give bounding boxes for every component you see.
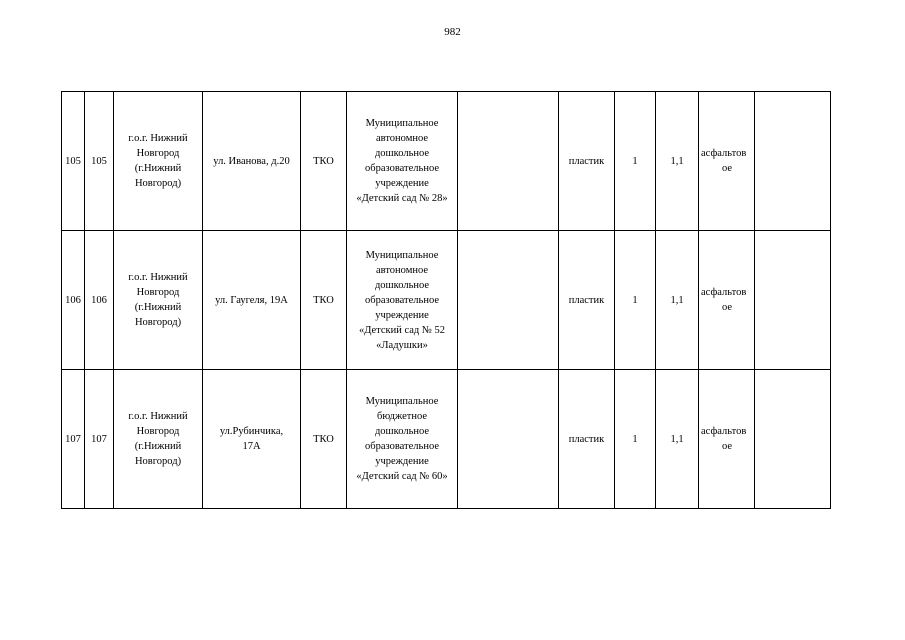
table-row [62,92,831,231]
page-number: 982 [444,26,461,38]
municipality-line: Новгород) [134,456,182,467]
table-row [62,231,831,370]
container-count-cell: 1 [615,370,656,509]
municipality-line: Новгород [136,426,180,437]
municipality-line: г.о.г. Нижний [128,133,188,144]
owner-line: «Детский сад № 52 [358,324,446,336]
waste-type-cell: ТКО [301,231,347,370]
container-volume-cell: 1,1 [656,370,699,509]
row-number-cell: 105 [62,92,85,231]
owner-line: бюджетное [376,411,428,422]
owner-line: «Ладушки» [376,339,428,351]
surface-cell [699,92,755,231]
owner-line: «Детский сад № 28» [356,193,448,204]
owner-cell [347,370,458,509]
address-cell [203,231,301,370]
municipality-cell [114,92,203,231]
table-row [62,370,831,509]
address-line: 17А [242,441,261,452]
owner-line: образовательное [365,163,439,174]
surface-line: ое [721,441,733,452]
municipality-line: (г.Нижний [134,441,182,452]
surface-line: асфальтов [701,287,747,298]
address-line: ул. Иванова, д.20 [213,155,290,167]
owner-line: учреждение [375,178,429,189]
owner-line: Муниципальное [365,396,439,407]
surface-line: асфальтов [701,148,747,159]
surface-line: ое [721,302,733,313]
empty-cell [755,231,831,370]
municipality-line: Новгород [136,148,180,159]
container-material-cell: пластик [559,92,615,231]
container-count-cell: 1 [615,92,656,231]
empty-cell [458,231,559,370]
municipality-line: (г.Нижний [134,163,182,174]
owner-line: автономное [375,264,429,276]
waste-type-cell: ТКО [301,92,347,231]
municipality-line: Новгород) [134,178,182,189]
row-number-cell: 107 [62,370,85,509]
municipality-line: Новгород [136,287,180,298]
municipality-line: г.о.г. Нижний [128,272,188,283]
site-id-cell: 106 [85,231,114,370]
address-line: ул. Гаугеля, 19А [215,294,288,306]
empty-cell [458,370,559,509]
municipality-line: Новгород) [134,317,182,328]
address-line: ул.Рубинчика, [219,426,284,437]
owner-line: дошкольное [374,279,430,291]
owner-line: автономное [375,133,429,144]
owner-cell [347,231,458,370]
surface-line: асфальтов [701,426,747,437]
municipality-cell [114,370,203,509]
municipality-line: г.о.г. Нижний [128,411,188,422]
waste-sites-table [61,91,831,509]
empty-cell [458,92,559,231]
surface-cell [699,370,755,509]
empty-cell [755,92,831,231]
container-volume-cell: 1,1 [656,92,699,231]
municipality-cell [114,231,203,370]
address-cell [203,370,301,509]
site-id-cell: 107 [85,370,114,509]
owner-line: образовательное [365,441,439,452]
owner-cell [347,92,458,231]
owner-line: «Детский сад № 60» [356,471,448,482]
owner-line: Муниципальное [365,118,439,129]
owner-line: дошкольное [374,426,430,437]
owner-line: образовательное [365,294,439,306]
owner-line: учреждение [375,309,429,321]
address-cell [203,92,301,231]
surface-line: ое [721,163,733,174]
container-material-cell: пластик [559,370,615,509]
container-material-cell: пластик [559,231,615,370]
table-body [62,92,831,509]
surface-cell [699,231,755,370]
municipality-line: (г.Нижний [134,302,182,313]
owner-line: Муниципальное [365,249,439,261]
owner-line: учреждение [375,456,429,467]
waste-type-cell: ТКО [301,370,347,509]
row-number-cell: 106 [62,231,85,370]
owner-line: дошкольное [374,148,430,159]
site-id-cell: 105 [85,92,114,231]
container-volume-cell: 1,1 [656,231,699,370]
container-count-cell: 1 [615,231,656,370]
empty-cell [755,370,831,509]
